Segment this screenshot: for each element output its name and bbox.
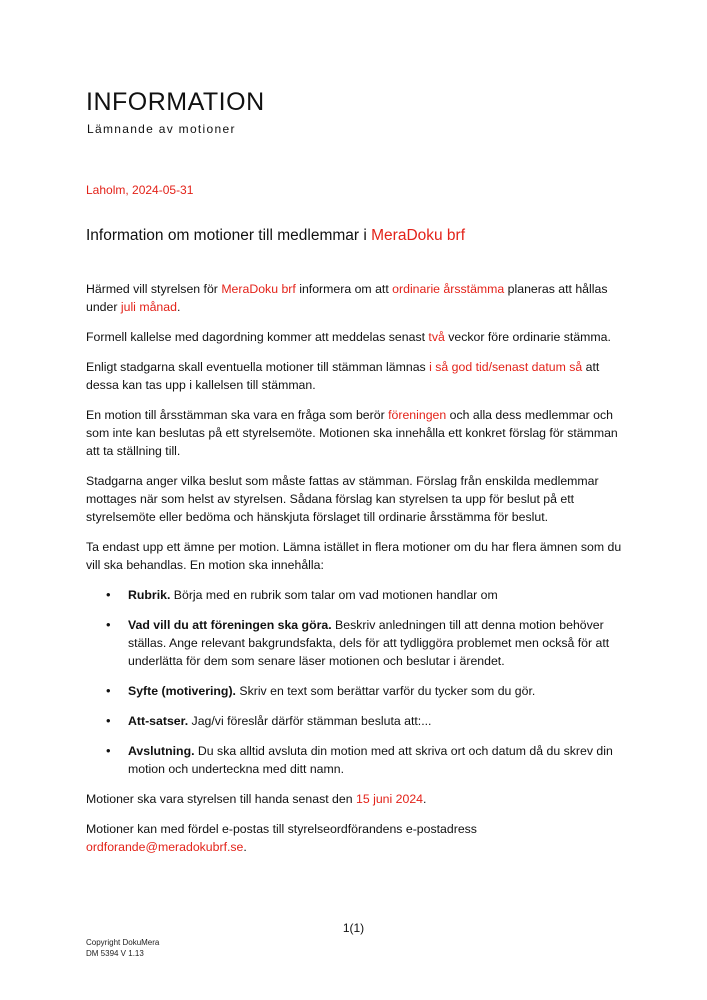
bullet-icon: • [106,683,111,698]
paragraph-submission-deadline [86,790,626,808]
bullet-icon: • [106,713,111,728]
list-item-label: Rubrik. [128,588,171,602]
list-item [106,616,626,670]
paragraph-one-topic: Ta endast upp ett ämne per motion. Lämna istället in flera motioner om du har flera ämnen som du vill ska behandlas. En motion ska innehålla: [86,540,622,572]
text-run: . [423,792,427,806]
text-run: En motion till årsstämman ska vara en fråga som berör [86,408,389,422]
association-word: föreningen [388,408,447,422]
paragraph-decisions: Stadgarna anger vilka beslut som måste fattas av stämman. Förslag från enskilda medlemmar mottages när som helst av styrelsen. Sådana förslag kan styrelsen ta upp för beslut på ett styrelsemöte eller bedöma och hänskjuta förslaget till ordinarie årsstämma för beslut. [86,474,599,524]
meeting-month: juli månad [120,300,177,314]
place-date: Laholm, 2024-05-31 [86,183,194,197]
bullet-icon: • [106,743,111,758]
chair-email-link[interactable]: ordforande@meradokubrf.se [86,840,244,854]
list-item-text: Jag/vi föreslår därför stämman besluta att:... [188,714,432,728]
list-item-text: Börja med en rubrik som talar om vad motionen handlar om [170,588,498,602]
list-item [106,586,626,604]
paragraph-intro [86,280,626,316]
list-item-text: Du ska alltid avsluta din motion med att skriva ort och datum då du skrev din motion och underteckna med ditt namn. [128,744,613,776]
footer-copyright: Copyright DokuMera [86,938,160,947]
list-item-text: Beskriv anledningen till att denna motion behöver ställas. Ange relevant bakgrundsfakta, dels för att tydliggöra problemet men också för att underlätta för dem som senare läser motionen och beslutar i ärendet. [128,618,610,668]
bullet-icon: • [106,617,111,632]
text-run: informera om att [295,282,393,296]
text-run: att dessa kan tas upp i kallelsen till stämman. [86,360,600,392]
text-run: planeras att hållas under [86,282,608,314]
text-run: Enligt stadgarna skall eventuella motioner till stämman lämnas [86,360,430,374]
letter-heading [86,227,465,245]
notice-weeks: två [428,330,445,344]
list-item-label: Att-satser. [128,714,189,728]
deadline-text: i så god tid/senast datum så [429,360,583,374]
heading-text: Information om motioner till medlemmar i [86,227,372,244]
list-item-text: Skriv en text som berättar varför du tycker som du gör. [235,684,536,698]
text-run: . [176,300,181,314]
org-name: MeraDoku brf [221,282,296,296]
paragraph-email [86,820,626,856]
motion-contents-list [86,586,626,778]
list-item [106,742,626,778]
list-item-label: Avslutning. [128,744,195,758]
document-subtitle: Lämnande av motioner [87,122,236,136]
paragraph-statutes [86,358,626,394]
text-run: Härmed vill styrelsen för [86,282,222,296]
list-item [106,712,626,730]
bullet-icon: • [106,587,111,602]
text-run: . [243,840,247,854]
letter-body [86,280,626,868]
footer-doc-id: DM 5394 V 1.13 [86,949,144,958]
meeting-type: ordinarie årsstämma [392,282,505,296]
heading-org-name: MeraDoku brf [371,227,466,244]
document-title: INFORMATION [86,88,265,116]
paragraph-notice [86,328,626,346]
text-run: Motioner ska vara styrelsen till handa senast den [86,792,356,806]
list-item [106,682,626,700]
footer [86,937,159,959]
list-item-label: Syfte (motivering). [128,684,236,698]
text-run: och alla dess medlemmar och som inte kan beslutas på ett styrelsemöte. Motionen ska innehålla ett konkret förslag för stämman att ta ställning till. [86,408,618,458]
text-run: Formell kallelse med dagordning kommer att meddelas senast [86,330,429,344]
text-run: Motioner kan med fördel e-postas till styrelseordförandens e-postadress [86,822,477,836]
submission-date: 15 juni 2024 [356,792,424,806]
paragraph-motion-definition [86,406,626,460]
list-item-label: Vad vill du att föreningen ska göra. [128,618,332,632]
page-number: 1(1) [342,921,365,935]
text-run: veckor före ordinarie stämma. [444,330,611,344]
